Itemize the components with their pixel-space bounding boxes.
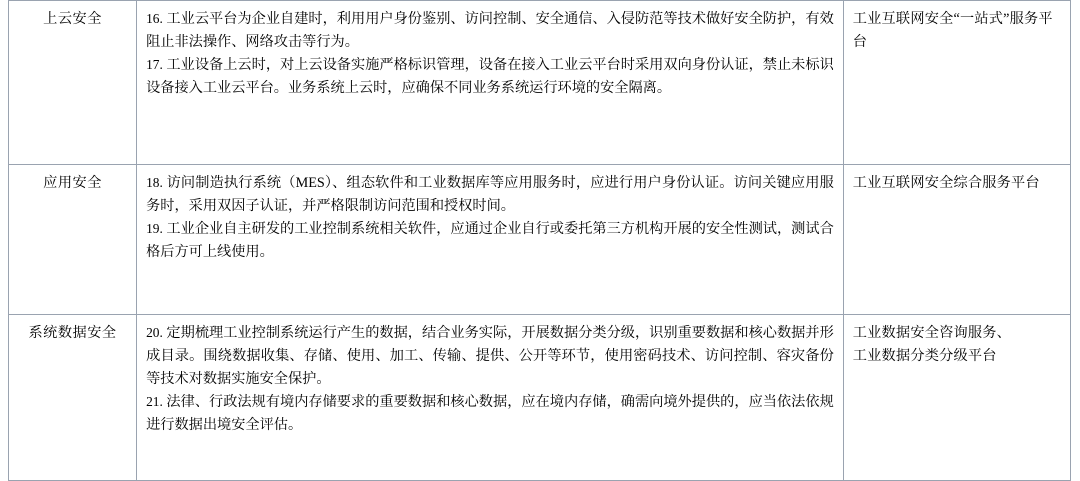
category-label: 系统数据安全 xyxy=(28,325,117,341)
requirement-text: 工业云平台为企业自建时，利用用户身份鉴别、访问控制、安全通信、入侵防范等技术做好安全防护，有效阻止非法操作、网络攻击等行为。 xyxy=(146,11,834,50)
requirement-text: 工业企业自主研发的工业控制系统相关软件，应通过企业自行或委托第三方机构开展的安全性测试，测试合格后方可上线使用。 xyxy=(146,221,834,260)
platform-item: 工业互联网安全“一站式”服务平台 xyxy=(852,11,1053,50)
requirement-paragraph xyxy=(146,391,834,437)
row-requirements-cell xyxy=(137,165,844,315)
table-row xyxy=(9,165,1071,315)
requirement-paragraph xyxy=(146,8,834,54)
requirement-text: 法律、行政法规有境内存储要求的重要数据和核心数据，应在境内存储，确需向境外提供的，应当依法依规进行数据出境安全评估。 xyxy=(146,394,834,433)
row-platforms-cell xyxy=(843,315,1070,481)
requirement-paragraph xyxy=(146,322,834,391)
requirement-number: 16. xyxy=(146,11,163,26)
table-row xyxy=(9,1,1071,165)
row-requirements-cell xyxy=(137,315,844,481)
requirement-text: 工业设备上云时，对上云设备实施严格标识管理，设备在接入工业云平台时采用双向身份认证，禁止未标识设备接入工业云平台。业务系统上云时，应确保不同业务系统运行环境的安全隔离。 xyxy=(146,57,834,96)
table-row xyxy=(9,315,1071,481)
category-label: 上云安全 xyxy=(43,11,102,27)
requirement-paragraph xyxy=(146,218,834,264)
requirement-number: 17. xyxy=(146,57,163,72)
requirement-text: 访问制造执行系统（MES）、组态软件和工业数据库等应用服务时，应进行用户身份认证。访问关键应用服务时，采用双因子认证，并严格限制访问范围和授权时间。 xyxy=(146,175,834,214)
requirement-paragraph xyxy=(146,54,834,100)
row-category-cell xyxy=(9,165,137,315)
requirement-text: 定期梳理工业控制系统运行产生的数据，结合业务实际，开展数据分类分级，识别重要数据和核心数据并形成目录。围绕数据收集、存储、使用、加工、传输、提供、公开等环节，使用密码技术、访问控制、容灾备份等技术对数据实施安全保护。 xyxy=(146,325,834,387)
row-requirements-cell xyxy=(137,1,844,165)
requirement-number: 20. xyxy=(146,325,163,340)
platform-item: 工业数据分类分级平台 xyxy=(852,348,997,364)
requirement-number: 21. xyxy=(146,394,163,409)
platform-item: 工业互联网安全综合服务平台 xyxy=(852,175,1040,191)
platform-item: 工业数据安全咨询服务、 xyxy=(852,325,1012,341)
requirements-table xyxy=(8,0,1071,481)
row-platforms-cell xyxy=(843,1,1070,165)
requirement-number: 19. xyxy=(146,221,163,236)
row-category-cell xyxy=(9,1,137,165)
category-label: 应用安全 xyxy=(43,175,102,191)
requirement-paragraph xyxy=(146,172,834,218)
row-platforms-cell xyxy=(843,165,1070,315)
requirement-number: 18. xyxy=(146,175,163,190)
row-category-cell xyxy=(9,315,137,481)
